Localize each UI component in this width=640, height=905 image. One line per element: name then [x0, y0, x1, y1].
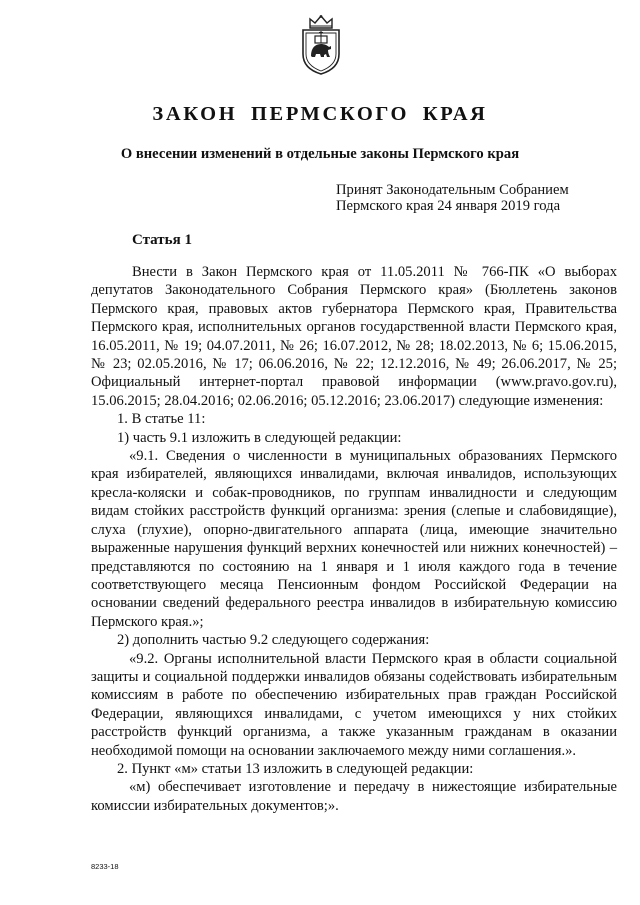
article-subpoint-2: 2) дополнить частью 9.2 следующего содержания: — [117, 632, 430, 649]
adoption-line-1: Принят Законодательным Собранием — [336, 182, 569, 198]
quoted-item-m: «м) обеспечивает изготовление и передачу в нижестоящие избирательные комиссии избирательных документов;». — [91, 779, 617, 814]
adoption-note — [336, 182, 569, 214]
article-point-1: 1. В статье 11: — [117, 411, 206, 428]
article-body — [91, 263, 617, 815]
quoted-part-9-1: «9.1. Сведения о численности в муниципальных образованиях Пермского края избирателей, являющихся инвалидами, включая инвалидов, использующих кресла-коляски и собак-проводников, по группам инвалидности и следующим видам стойких расстройств функций организма: зрения (слепые и слабовидящие), слуха (глухие), опорно-двигательного аппарата (лица, имеющие значительно выраженные нарушения функций верхних конечностей или нижних конечностей) – представляются по состоянию на 1 января и 1 июля каждого года в течение соответствующего месяца Пенсионным фондом Российской Федерации на основании сведений федерального реестра инвалидов в избирательную комиссию Пермского края.»; — [91, 448, 617, 630]
adoption-line-2: Пермского края 24 января 2019 года — [336, 198, 561, 214]
perm-krai-coat-of-arms-icon — [296, 14, 346, 76]
article-paragraph-intro: Внести в Закон Пермского края от 11.05.2011 № 766-ПК «О выборах депутатов Законодательного Собрания Пермского края» (Бюллетень законов Пермского края, правовых актов губернатора Пермского края, Правительства Пермского края, исполнительных органов государственной власти Пермского края, 16.05.2011, № 19; 04.07.2011, № 26; 16.07.2012, № 28; 18.02.2013, № 6; 15.06.2015, № 23; 02.05.2016, № 17; 06.06.2016, № 22; 12.12.2016, № 49; 26.06.2017, № 25; Официальный интернет-портал правовой информации (www.pravo.gov.ru), 15.06.2015; 28.04.2016; 02.06.2016; 05.12.2016; 23.06.2017) следующие изменения: — [91, 264, 617, 409]
article-subpoint-1: 1) часть 9.1 изложить в следующей редакции: — [117, 429, 402, 446]
document-code: 8233-18 — [91, 862, 119, 871]
law-subtitle: О внесении изменений в отдельные законы Пермского края — [120, 146, 520, 162]
quoted-part-9-2: «9.2. Органы исполнительной власти Пермского края в области социальной защиты и социальной поддержки инвалидов обязаны содействовать избирательным комиссиям в работе по обеспечению избирательных прав граждан Российской Федерации, являющихся инвалидами, с учетом имеющихся у них стойких расстройств функций организма, а также указанным гражданам в оказании необходимой помощи на основании заключаемого между ними соглашения.». — [91, 650, 617, 759]
article-heading: Статья 1 — [132, 232, 192, 248]
article-point-2: 2. Пункт «м» статьи 13 изложить в следующей редакции: — [117, 760, 474, 777]
law-title: ЗАКОН ПЕРМСКОГО КРАЯ — [152, 103, 488, 125]
